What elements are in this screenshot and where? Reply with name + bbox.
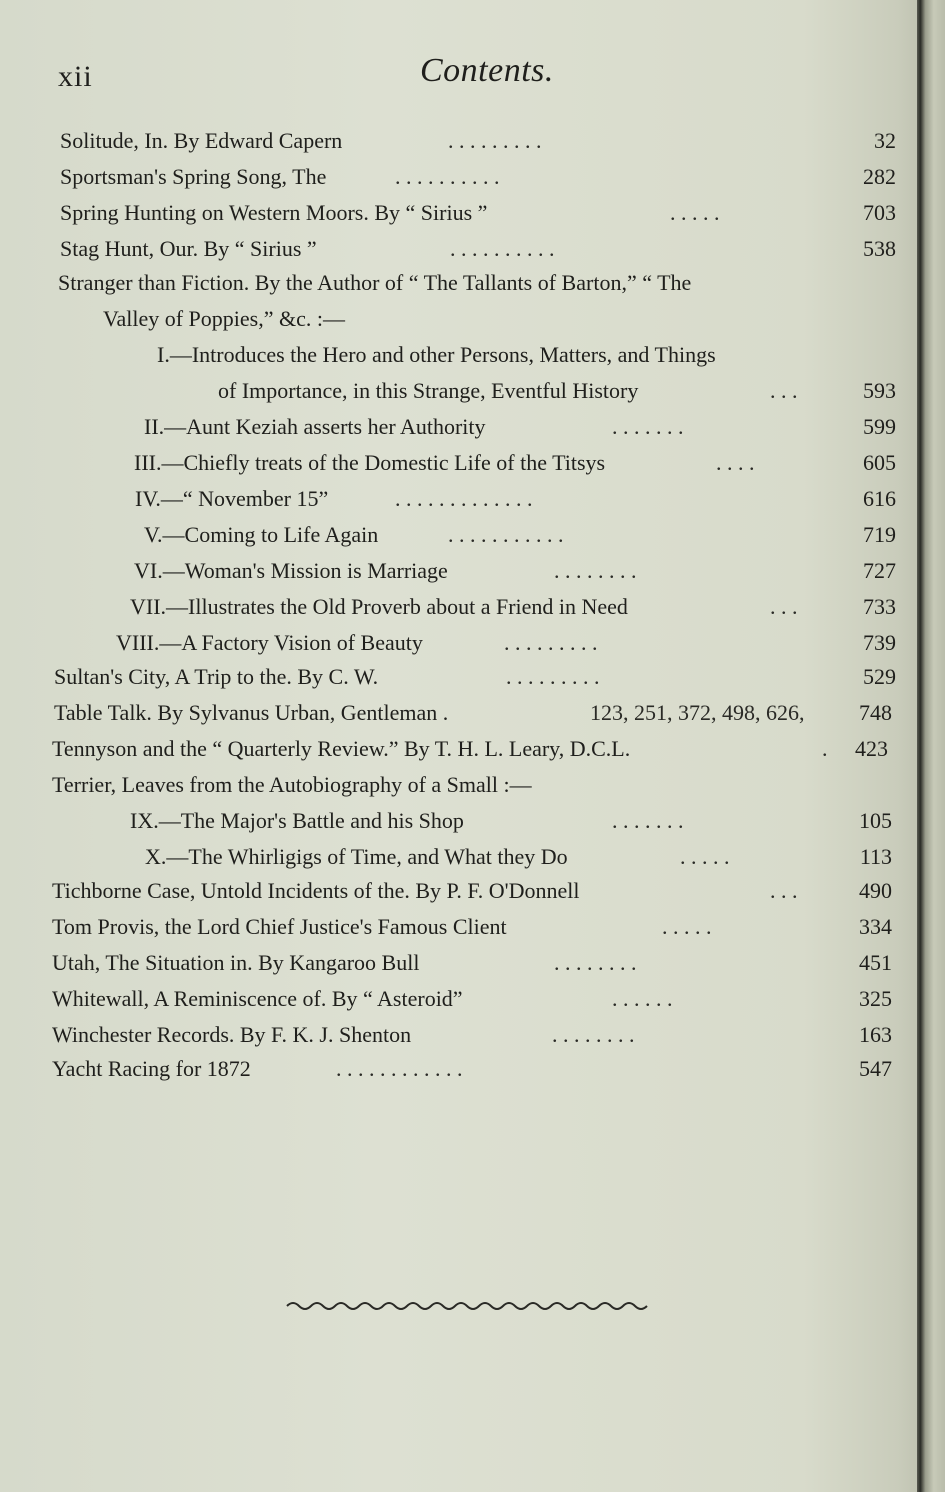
page-folio: xii <box>58 60 93 93</box>
entry-title: II.—Aunt Keziah asserts her Authority <box>144 414 486 439</box>
entry-page: 727 <box>863 558 896 583</box>
entry-leaders: . . . . . <box>680 844 730 869</box>
entry-leaders: . . . . . . . . . <box>506 664 600 689</box>
entry-title: Sultan's City, A Trip to the. By C. W. <box>54 664 379 689</box>
entry-leaders: . . . <box>770 378 798 403</box>
entry-page: 703 <box>863 200 896 225</box>
contents-entry <box>0 196 945 230</box>
contents-entry <box>0 160 945 194</box>
entry-title: of Importance, in this Strange, Eventful History <box>218 378 639 403</box>
contents-entry <box>0 124 945 158</box>
entry-leaders: . . . <box>770 594 798 619</box>
entry-leaders: . . . . . . <box>612 986 673 1011</box>
entry-leaders: . . . . . . . . <box>554 558 637 583</box>
entry-title: Valley of Poppies,” &c. :— <box>103 306 345 331</box>
entry-title: Stag Hunt, Our. By “ Sirius ” <box>60 236 317 261</box>
entry-title: VI.—Woman's Mission is Marriage <box>134 558 448 583</box>
entry-leaders: . . . . . . . . . . . <box>448 522 564 547</box>
entry-title: Winchester Records. By F. K. J. Shenton <box>52 1022 412 1047</box>
entry-page: 334 <box>859 914 892 939</box>
entry-title: Terrier, Leaves from the Autobiography of a Small :— <box>52 772 532 797</box>
entry-leaders: . . . <box>770 878 798 903</box>
entry-page: 616 <box>863 486 896 511</box>
entry-page: 748 <box>859 700 892 725</box>
entry-title: III.—Chiefly treats of the Domestic Life of the Titsys <box>134 450 606 475</box>
entry-leaders: . . . . . . . . . <box>504 630 598 655</box>
entry-title: IX.—The Major's Battle and his Shop <box>130 808 464 833</box>
entry-leaders: . . . . . . . . . . <box>395 164 500 189</box>
contents-entry <box>0 982 945 1016</box>
entry-title: Tennyson and the “ Quarterly Review.” By T. H. L. Leary, D.C.L. <box>52 736 631 761</box>
entry-page: 547 <box>859 1056 892 1081</box>
contents-entry <box>0 732 945 766</box>
contents-entry <box>0 302 945 336</box>
contents-entry <box>0 590 945 624</box>
entry-page: 423 <box>855 736 888 761</box>
entry-title: V.—Coming to Life Again <box>144 522 379 547</box>
entry-title: Spring Hunting on Western Moors. By “ Sirius ” <box>60 200 488 225</box>
contents-entry <box>0 374 945 408</box>
entry-page: 538 <box>863 236 896 261</box>
contents-entry <box>0 1052 945 1086</box>
entry-page: 105 <box>859 808 892 833</box>
contents-entry <box>0 338 945 372</box>
contents-entry <box>0 266 945 300</box>
entry-page: 599 <box>863 414 896 439</box>
contents-entry <box>0 874 945 908</box>
entry-page: 733 <box>863 594 896 619</box>
entry-title: Whitewall, A Reminiscence of. By “ Asteroid” <box>52 986 463 1011</box>
entry-leaders: . . . . . . . . . <box>448 128 542 153</box>
entry-title: VIII.—A Factory Vision of Beauty <box>116 630 423 655</box>
entry-leaders: . . . . . <box>662 914 712 939</box>
entry-page: 451 <box>859 950 892 975</box>
entry-leaders: . <box>822 736 828 761</box>
entry-leaders: 123, 251, 372, 498, 626, <box>590 700 805 725</box>
entry-page: 113 <box>859 844 892 869</box>
entry-title: I.—Introduces the Hero and other Persons, Matters, and Things <box>157 342 716 367</box>
contents-entry <box>0 482 945 516</box>
entry-page: 605 <box>863 450 896 475</box>
entry-title: Sportsman's Spring Song, The <box>60 164 327 189</box>
entry-leaders: . . . . . <box>670 200 720 225</box>
entry-title: VII.—Illustrates the Old Proverb about a Friend in Need <box>130 594 628 619</box>
entry-leaders: . . . . <box>716 450 755 475</box>
entry-leaders: . . . . . . . <box>612 808 684 833</box>
contents-entry <box>0 768 945 802</box>
tailpiece-ornament <box>285 1296 650 1316</box>
entry-title: X.—The Whirligigs of Time, and What they Do <box>145 844 568 869</box>
entry-leaders: . . . . . . . <box>612 414 684 439</box>
entry-page: 490 <box>859 878 892 903</box>
entry-leaders: . . . . . . . . <box>552 1022 635 1047</box>
entry-page: 529 <box>863 664 896 689</box>
contents-entry <box>0 554 945 588</box>
entry-page: 282 <box>863 164 896 189</box>
entry-leaders: . . . . . . . . . . . . <box>336 1056 463 1081</box>
entry-page: 593 <box>863 378 896 403</box>
contents-entry <box>0 1018 945 1052</box>
entry-leaders: . . . . . . . . . . . . . <box>395 486 533 511</box>
contents-entry <box>0 946 945 980</box>
running-head: Contents. <box>420 52 554 89</box>
entry-title: Tom Provis, the Lord Chief Justice's Famous Client <box>52 914 507 939</box>
entry-page: 739 <box>863 630 896 655</box>
entry-leaders: . . . . . . . . . . <box>450 236 555 261</box>
contents-entry <box>0 840 945 874</box>
entry-title: Solitude, In. By Edward Capern <box>60 128 343 153</box>
entry-title: Table Talk. By Sylvanus Urban, Gentleman . <box>54 700 449 725</box>
contents-entry <box>0 518 945 552</box>
entry-page: 719 <box>863 522 896 547</box>
contents-entry <box>0 660 945 694</box>
entry-title: Yacht Racing for 1872 <box>52 1056 251 1081</box>
contents-entry <box>0 232 945 266</box>
entry-title: Stranger than Fiction. By the Author of “ The Tallants of Barton,” “ The <box>58 270 692 295</box>
entry-leaders: . . . . . . . . <box>554 950 637 975</box>
contents-entry <box>0 410 945 444</box>
contents-entry <box>0 626 945 660</box>
contents-entry <box>0 446 945 480</box>
entry-title: Tichborne Case, Untold Incidents of the. By P. F. O'Donnell <box>52 878 580 903</box>
entry-title: Utah, The Situation in. By Kangaroo Bull <box>52 950 420 975</box>
contents-entry <box>0 804 945 838</box>
entry-page: 32 <box>874 128 896 153</box>
entry-page: 325 <box>859 986 892 1011</box>
contents-entry <box>0 910 945 944</box>
contents-entry <box>0 696 945 730</box>
entry-page: 163 <box>859 1022 892 1047</box>
entry-title: IV.—“ November 15” <box>135 486 329 511</box>
